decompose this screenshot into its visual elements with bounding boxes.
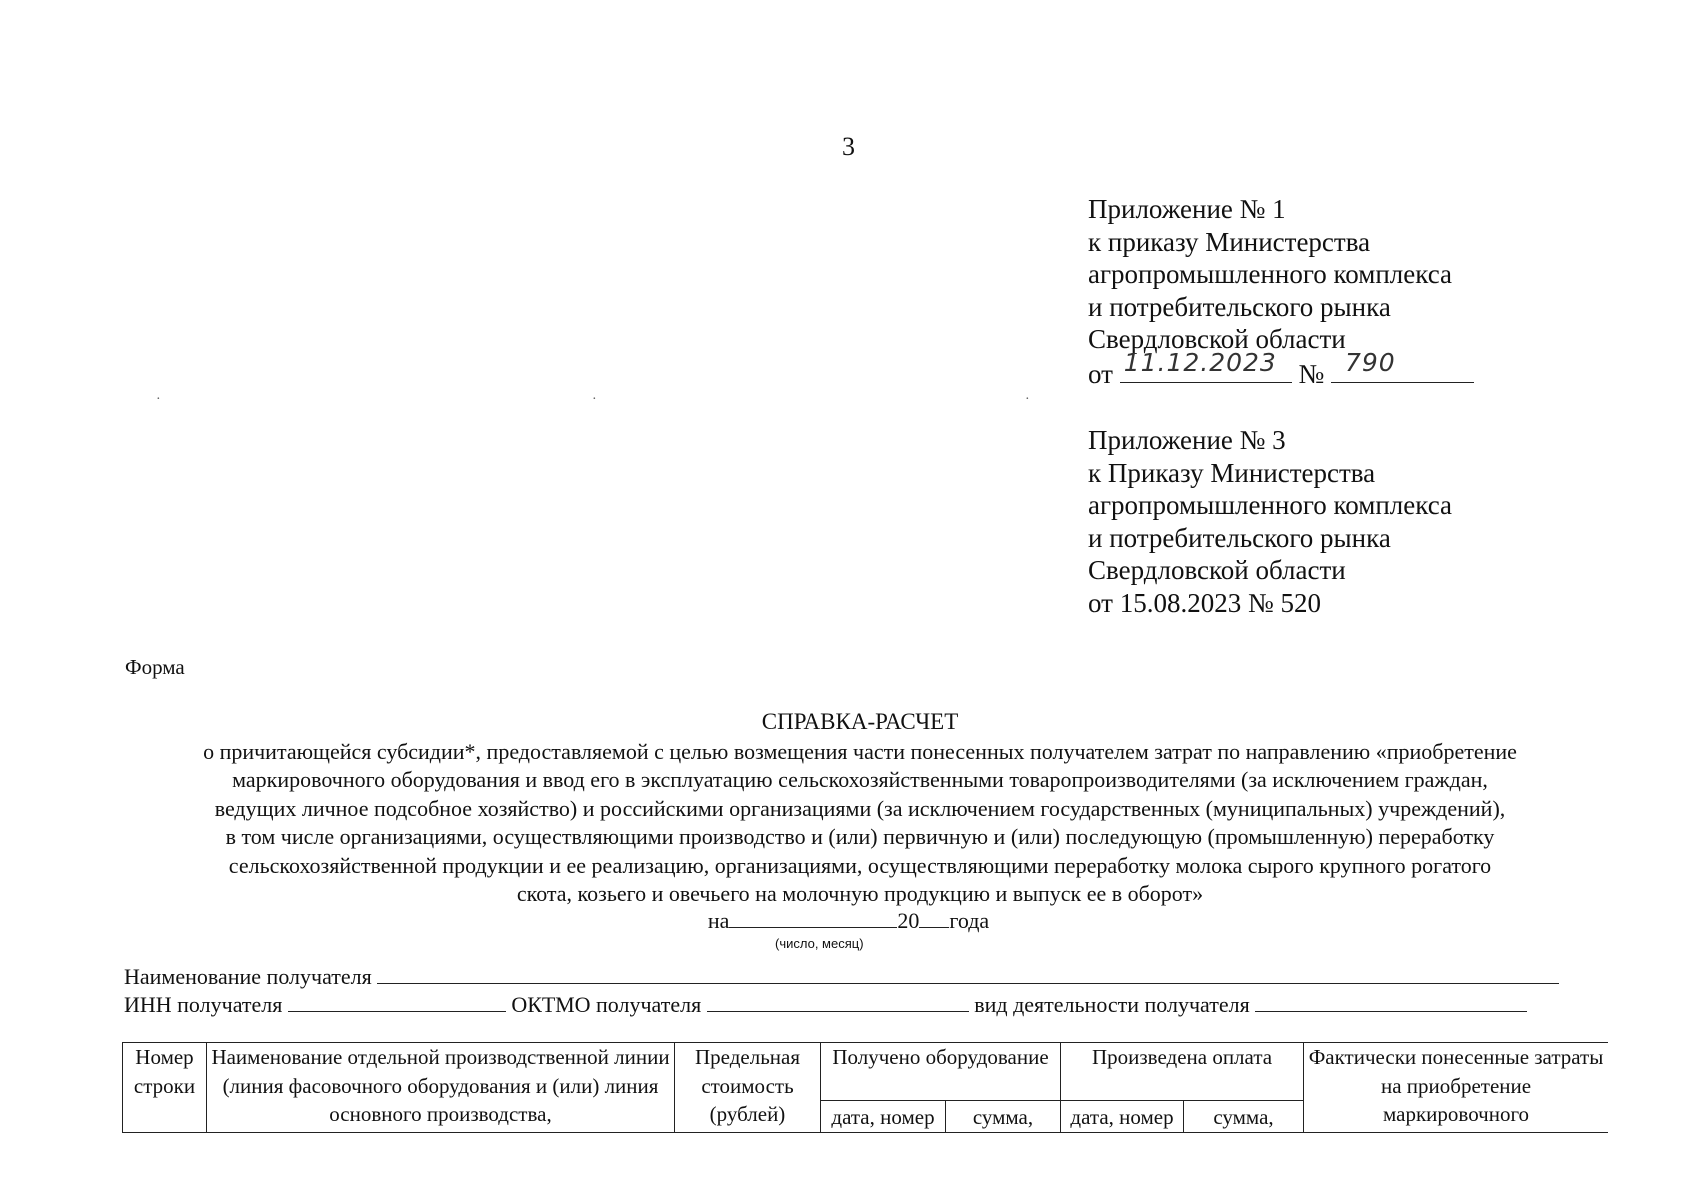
header-received-sum: сумма, xyxy=(946,1101,1061,1133)
title-block xyxy=(110,708,1610,909)
number-field xyxy=(1331,348,1474,383)
handwritten-date: 11.12.2023 xyxy=(1123,348,1277,377)
document-title: СПРАВКА-РАСЧЕТ xyxy=(761,709,959,734)
inn-label: ИНН получателя xyxy=(124,992,283,1017)
appendix-1-block xyxy=(1088,193,1474,390)
oktmo-field[interactable] xyxy=(707,991,969,1012)
subtitle-line: скота, козьего и овечьего на молочную продукцию и выпуск ее в оборот» xyxy=(516,881,1204,906)
appendix-3-block xyxy=(1088,424,1452,619)
oktmo-label: ОКТМО получателя xyxy=(511,992,702,1017)
recipient-name-row xyxy=(124,963,1559,990)
header-row-number: Номер строки xyxy=(123,1043,207,1133)
year-field[interactable] xyxy=(919,907,949,928)
date-prefix: на xyxy=(707,908,730,933)
header-payment-sum: сумма, xyxy=(1184,1101,1304,1133)
date-field xyxy=(1120,348,1292,383)
appendix-1-line: к приказу Министерства xyxy=(1088,226,1371,257)
number-label: № xyxy=(1298,358,1325,389)
year-prefix: 20 xyxy=(897,908,920,933)
header-equipment-received: Получено оборудование xyxy=(821,1043,1061,1101)
header-payment-made: Произведена оплата xyxy=(1061,1043,1304,1101)
calculation-table-wrap xyxy=(122,1042,1608,1134)
header-max-cost: Предельная стоимость (рублей) xyxy=(675,1043,821,1133)
activity-label: вид деятельности получателя xyxy=(974,992,1250,1017)
appendix-3-line: к Приказу Министерства xyxy=(1088,457,1376,488)
subtitle-line: сельскохозяйственной продукции и ее реализацию, организациями, осуществляющими переработку молока сырого крупного рогатого xyxy=(228,852,1492,878)
appendix-3-line: от 15.08.2023 № 520 xyxy=(1088,587,1321,618)
appendix-1-order-line xyxy=(1088,348,1474,391)
inn-field[interactable] xyxy=(288,991,506,1012)
recipient-ids-row xyxy=(124,991,1527,1018)
date-hint: (число, месяц) xyxy=(775,936,864,951)
appendix-1-line: Приложение № 1 xyxy=(1088,194,1286,224)
appendix-1-line: агропромышленного комплекса xyxy=(1088,259,1452,289)
page-number: 3 xyxy=(842,132,855,161)
scan-speck: · xyxy=(156,392,161,407)
subtitle-line: о причитающейся субсидии*, предоставляемой с целью возмещения части понесенных получателем затрат по направлению «приобретение xyxy=(203,738,1517,764)
header-actual-costs: Фактически понесенные затраты на приобретение маркировочного xyxy=(1304,1043,1608,1133)
report-date-line xyxy=(0,907,1697,934)
header-line-name: Наименование отдельной производственной линии (линия фасовочного оборудования и (или) линия основного производства, xyxy=(207,1043,675,1133)
scan-speck: · xyxy=(1025,392,1030,407)
recipient-name-label: Наименование получателя xyxy=(124,964,372,989)
subtitle-line: в том числе организациями, осуществляющими производство и (или) первичную и (или) последующую (промышленную) переработку xyxy=(225,824,1495,849)
form-label: Форма xyxy=(125,655,185,679)
appendix-3-line: Свердловской области xyxy=(1088,555,1346,585)
subtitle-line: маркировочного оборудования и ввод его в эксплуатацию сельскохозяйственными товаропроизводителями (за исключением граждан, xyxy=(232,767,1488,792)
handwritten-number: 790 xyxy=(1344,348,1396,377)
scan-speck: · xyxy=(592,392,597,407)
appendix-3-line: агропромышленного комплекса xyxy=(1088,490,1452,520)
appendix-3-line: Приложение № 3 xyxy=(1088,425,1286,455)
date-suffix: года xyxy=(949,908,990,933)
header-payment-date: дата, номер xyxy=(1061,1101,1184,1133)
header-received-date: дата, номер xyxy=(821,1101,946,1133)
appendix-1-line: Свердловской области xyxy=(1088,324,1346,354)
day-month-field[interactable] xyxy=(729,907,897,928)
recipient-name-field[interactable] xyxy=(377,963,1559,984)
subtitle-line: ведущих личное подсобное хозяйство) и российскими организациями (за исключением государственных (муниципальных) учреждений), xyxy=(214,795,1506,821)
appendix-1-line: и потребительского рынка xyxy=(1088,291,1391,322)
from-label: от xyxy=(1088,358,1113,389)
calculation-table xyxy=(122,1042,1608,1133)
activity-field[interactable] xyxy=(1255,991,1527,1012)
appendix-3-line: и потребительского рынка xyxy=(1088,522,1391,553)
